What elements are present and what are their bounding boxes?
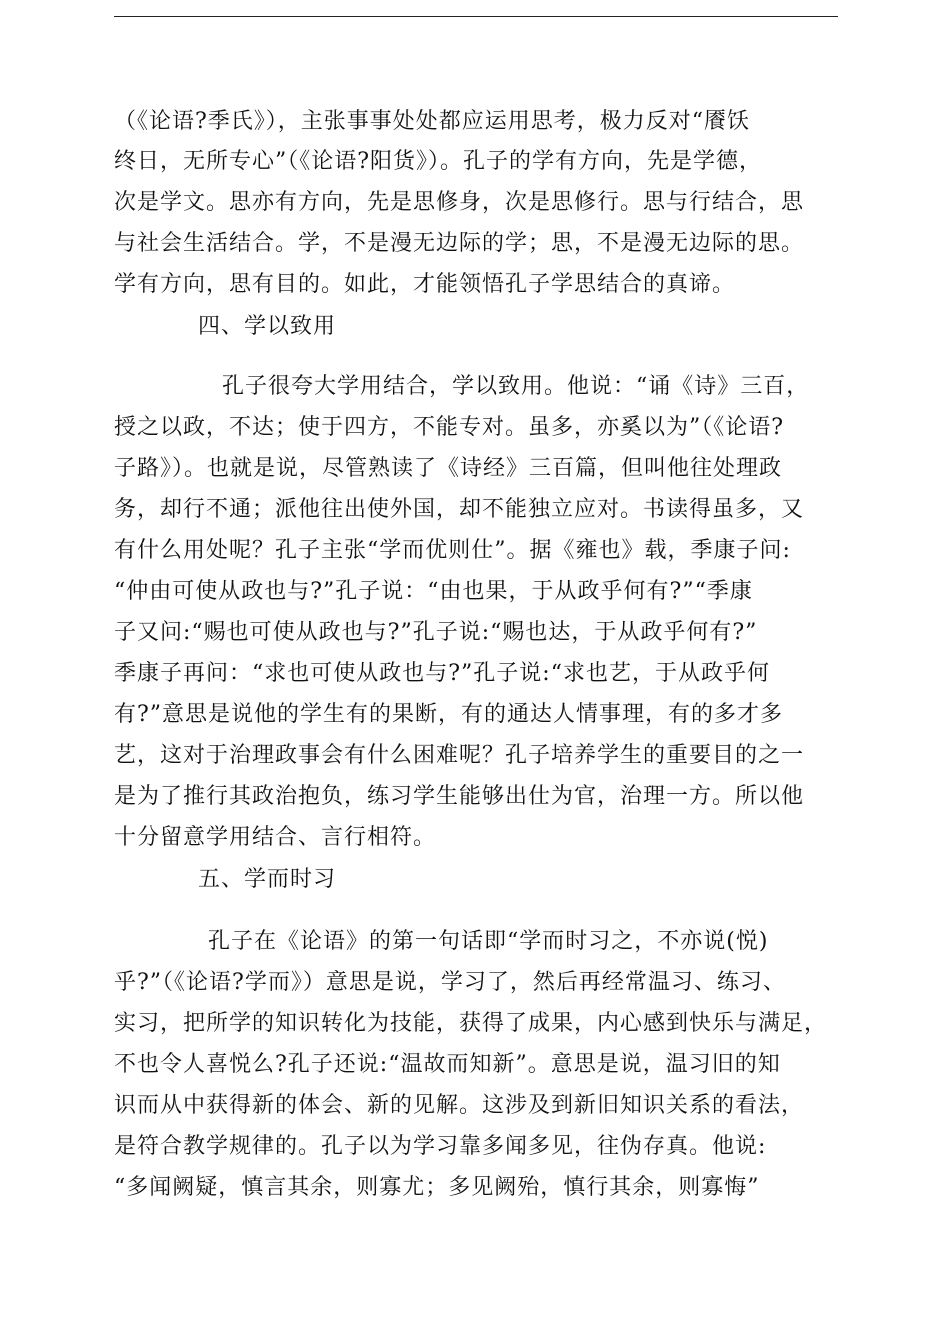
paragraph-line: 授之以政，不达；使于四方，不能专对。虽多，亦奚以为”（《论语? [114,415,785,440]
paragraph-line: 孔子很夸大学用结合，学以致用。他说：“诵《诗》三百， [222,374,810,399]
paragraph-line: 终日，无所专心”（《论语?阳货》）。孔子的学有方向，先是学德， [114,149,763,174]
paragraph-line: 子路》）。也就是说，尽管熟读了《诗经》三百篇，但叫他往处理政 [114,456,783,481]
paragraph-line: 十分留意学用结合、言行相符。 [114,825,437,850]
paragraph-line: 乎?”（《论语?学而》）意思是说，学习了，然后再经常温习、练习、 [114,970,786,995]
paragraph-line: 是为了推行其政治抱负，练习学生能够出仕为官，治理一方。所以他 [114,784,805,809]
paragraph-line: 次是学文。思亦有方向，先是思修身，次是思修行。思与行结合，思 [114,190,805,215]
paragraph-line: “多闻阙疑，慎言其余，则寡尤；多见阙殆，慎行其余，则寡悔” [114,1175,760,1200]
paragraph-line: “仲由可使从政也与?”孔子说：“由也果，于从政乎何有?”“季康 [114,579,753,604]
paragraph-line: 务，却行不通；派他往出使外国，却不能独立应对。书读得虽多，又 [114,497,805,522]
section-heading: 五、学而时习 [198,867,337,892]
paragraph-line: （《论语?季氏》），主张事事处处都应运用思考，极力反对“餍饫 [114,109,751,134]
paragraph-line: 孔子在《论语》的第一句话即“学而时习之，不亦说(悦) [208,929,769,954]
paragraph-line: 子又问:“赐也可使从政也与?”孔子说:“赐也达，于从政乎何有?” [114,620,758,645]
paragraph-line: 艺，这对于治理政事会有什么困难呢？孔子培养学生的重要目的之一 [114,743,805,768]
paragraph-line: 有?”意思是说他的学生有的果断，有的通达人情事理，有的多才多 [114,702,784,727]
paragraph-line: 识而从中获得新的体会、新的见解。这涉及到新旧知识关系的看法， [114,1093,805,1118]
paragraph-line: 不也令人喜悦么?孔子还说:“温故而知新”。意思是说，温习旧的知 [114,1052,781,1077]
top-rule [114,16,838,17]
paragraph-line: 与社会生活结合。学，不是漫无边际的学；思，不是漫无边际的思。 [114,231,805,256]
paragraph-line: 学有方向，思有目的。如此，才能领悟孔子学思结合的真谛。 [114,272,736,297]
section-heading: 四、学以致用 [198,314,337,339]
paragraph-line: 实习，把所学的知识转化为技能，获得了成果，内心感到快乐与满足， [114,1011,828,1036]
paragraph-line: 季康子再问：“求也可使从政也与?”孔子说:“求也艺，于从政乎何 [114,661,770,686]
paragraph-line: 有什么用处呢？孔子主张“学而优则仕”。据《雍也》载，季康子问: [114,538,791,563]
paragraph-line: 是符合教学规律的。孔子以为学习靠多闻多见，往伪存真。他说: [114,1134,767,1159]
